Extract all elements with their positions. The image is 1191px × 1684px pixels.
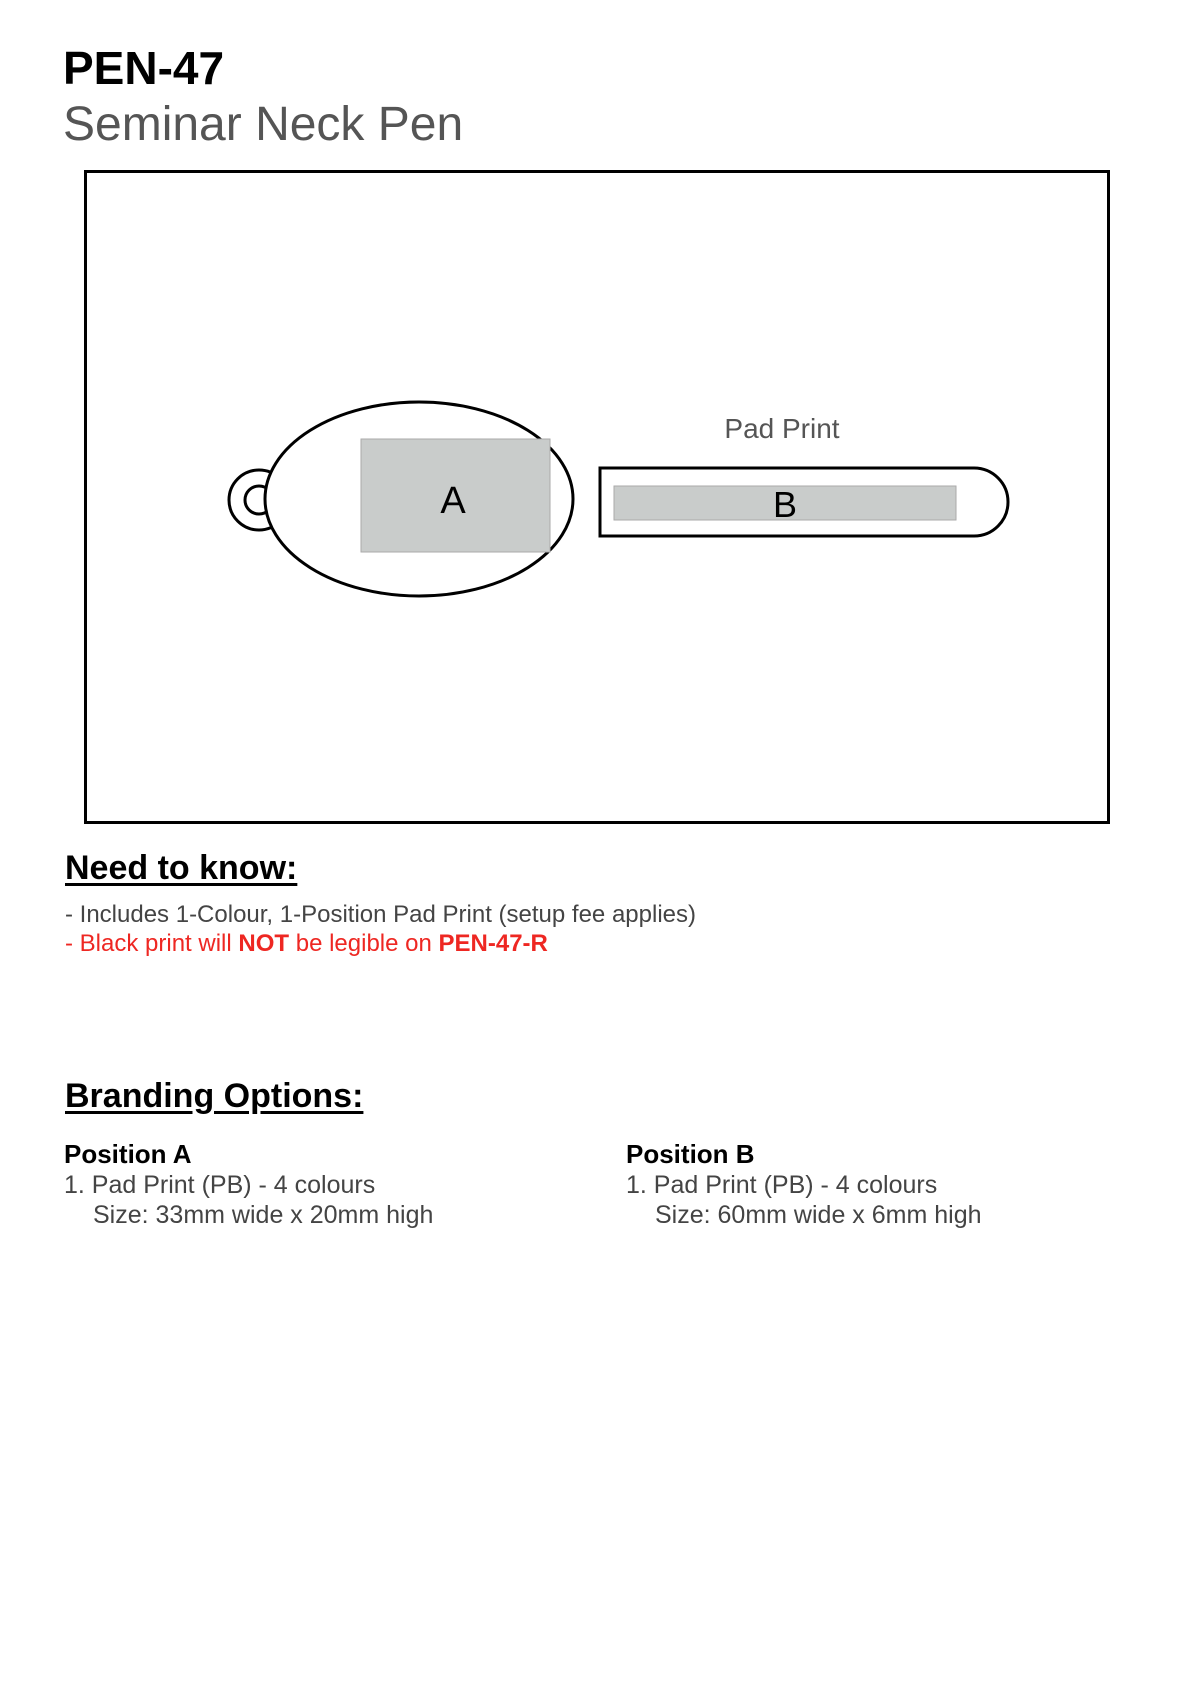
setup-fee-note: - Includes 1-Colour, 1-Position Pad Print (setup fee applies) — [65, 901, 696, 928]
warning-not-emphasis: NOT — [238, 930, 290, 957]
position-b-method: 1. Pad Print (PB) - 4 colours — [626, 1171, 938, 1199]
legibility-warning — [65, 929, 548, 959]
product-name: Seminar Neck Pen — [63, 98, 464, 151]
pen-print-area-diagram — [84, 170, 1110, 824]
warning-middle: be legible on — [289, 930, 439, 957]
print-area-b-label: B — [772, 484, 798, 525]
branding-options-heading: Branding Options: — [65, 1077, 364, 1115]
position-b-options — [626, 1138, 1146, 1230]
print-area-a-label: A — [440, 480, 466, 522]
warning-prefix: - Black print will — [65, 930, 239, 957]
pad-print-caption: Pad Print — [724, 413, 840, 444]
position-a-method: 1. Pad Print (PB) - 4 colours — [64, 1171, 376, 1199]
position-a-title: Position A — [64, 1139, 192, 1169]
position-a-options — [64, 1138, 584, 1230]
need-to-know-heading: Need to know: — [65, 849, 298, 887]
product-code: PEN-47 — [63, 42, 225, 94]
position-b-size: Size: 60mm wide x 6mm high — [655, 1201, 982, 1229]
warning-product-code: PEN-47-R — [438, 930, 548, 957]
position-b-title: Position B — [626, 1139, 755, 1169]
pen-outline-drawing — [87, 173, 1107, 821]
position-a-size: Size: 33mm wide x 20mm high — [93, 1201, 434, 1229]
